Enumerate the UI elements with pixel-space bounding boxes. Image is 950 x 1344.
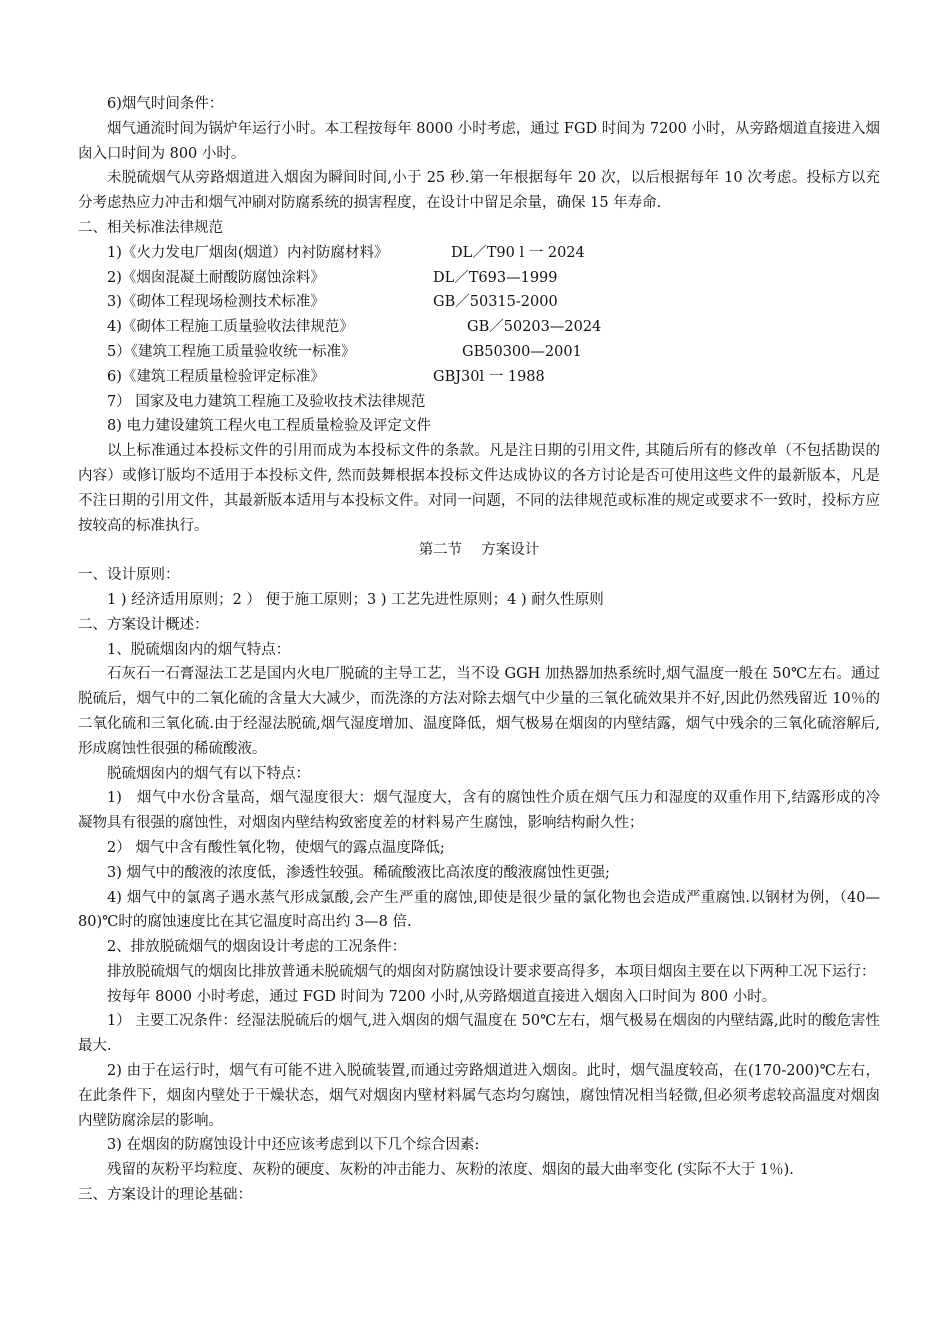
standard-title: 3)《砌体工程现场检测技术标准》 [107,294,325,311]
condition-item-2: 2) 由于在运行时，烟气有可能不进入脱硫装置,而通过旁路烟道进入烟囱。此时，烟气温度较高，在(170-200)℃左右，在此条件下，烟囱内壁处于干燥状态，烟气对烟囱内壁材料属气态均匀腐蚀，腐蚀情况相当轻微,但必须考虑较高温度对烟囱内壁防腐涂层的影响。 [78,1063,880,1129]
paragraph-conditions: 排放脱硫烟气的烟囱比排放普通未脱硫烟气的烟囱对防腐蚀设计要求要高得多，本项目烟囱主要在以下两种工况下运行： [107,963,876,980]
feature-item-4: 4) 烟气中的氯离子遇水蒸气形成氯酸,会产生严重的腐蚀,即使是很少量的氯化物也会造成严重腐蚀.以钢材为例，（40—80)℃时的腐蚀速度比在其它温度时高出约 3—8 倍. [78,889,880,931]
gas-features-intro: 脱硫烟囱内的烟气有以下特点： [107,765,310,782]
paragraph-flow-time: 烟气通流时间为锅炉年运行小时。本工程按每年 8000 小时考虑，通过 FGD 时间为 7200 小时，从旁路烟道直接进入烟囱入口时间为 800 小时。 [78,120,880,162]
standard-code: GB／50203—2024 [467,319,602,336]
paragraph-standards-note: 以上标准通过本投标文件的引用而成为本投标文件的条款。凡是注日期的引用文件, 其随后所有的修改单（不包括勘误的内容）或修订版均不适用于本投标文件, 然而鼓舞根据本投标文件达成协议的各方讨论是否可使用这些文件的最新版本，凡是不注日期的引用文件，其最新版本适用与本投标文件。对同一问题，不同的法律规范或标准的规定或要求不一致时，投标方应按较高的标准执行。 [78,443,880,534]
paragraph-bypass: 未脱硫烟气从旁路烟道进入烟囱为瞬间时间,小于 25 秒.第一年根据每年 20 次，以后根据每年 10 次考虑。投标方以充分考虑热应力冲击和烟气冲刷对防腐系统的损害程度，在设计中留足余量，确保 15 年寿命. [78,170,880,212]
design-principle-heading: 一、设计原则： [78,567,180,584]
theory-heading: 三、方案设计的理论基础： [78,1187,252,1204]
feature-item-2: 2） 烟气中含有酸性氧化物，使烟气的露点温度降低; [107,839,445,856]
standard-item [78,340,880,365]
section-two-title: 第二节 方案设计 [418,542,540,559]
standard-item [78,266,880,291]
feature-item-3: 3) 烟气中的酸液的浓度低，渗透性较强。稀硫酸液比高浓度的酸液腐蚀性更强; [107,864,610,881]
paragraph-process: 石灰石一石膏湿法工艺是国内火电厂脱硫的主导工艺，当不设 GGH 加热器加热系统时,烟气温度一般在 50℃左右。通过脱硫后，烟气中的二氧化硫的含量大大减少，而洗涤的方法对除去烟气中少量的三氧化硫效果并不好,因此仍然残留近 10％的二氧化硫和三氧化硫.由于经湿法脱硫,烟气湿度增加、温度降低，烟气极易在烟囱的内壁结露，烟气中残余的三氧化硫溶解后,形成腐蚀性很强的稀硫酸液。 [78,666,880,757]
standard-item [78,315,880,340]
standard-code: GBJ30l 一 1988 [433,368,545,385]
feature-item-1: 1) 烟气中水份含量高，烟气湿度很大：烟气湿度大，含有的腐蚀性介质在烟气压力和湿度的双重作用下,结露形成的冷凝物具有很强的腐蚀性，对烟囱内壁结构致密度差的材料易产生腐蚀，影响结构耐久性； [78,790,880,832]
subheading-conditions: 2、排放脱硫烟气的烟囱设计考虑的工况条件： [107,939,407,956]
paragraph-factors: 残留的灰粉平均粒度、灰粉的硬度、灰粉的冲击能力、灰粉的浓度、烟囱的最大曲率变化 (实际不大于 1％). [107,1162,794,1179]
section-standards-heading: 二、相关标准法律规范 [78,219,223,236]
condition-item-3: 3) 在烟囱的防腐蚀设计中还应该考虑到以下几个综合因素: [107,1137,480,1154]
standard-item [78,241,880,266]
flue-gas-time-heading: 6)烟气时间条件： [107,96,224,112]
standard-item-8: 8) 电力建设建筑工程火电工程质量检验及评定文件 [107,418,431,435]
standard-title: 5）《建筑工程施工质量验收统一标准》 [107,343,356,360]
standard-title: 6)《建筑工程质量检验评定标准》 [107,368,325,385]
standard-title: 2)《烟囱混凝土耐酸防腐蚀涂料》 [107,269,325,286]
standard-item [78,290,880,315]
standard-title: 1)《火力发电厂烟囱(烟道）内衬防腐材料》 [107,244,389,261]
subheading-gas-features: 1、脱硫烟囱内的烟气特点： [107,641,291,658]
standard-code: GB／50315-2000 [433,294,558,311]
design-overview-heading: 二、方案设计概述： [78,616,209,633]
paragraph-hours: 按每年 8000 小时考虑，通过 FGD 时间为 7200 小时,从旁路烟道直接进入烟囱入口时间为 800 小时。 [107,988,777,1005]
design-principle-list: 1 ) 经济适用原则；2 ） 便于施工原则；3 ) 工艺先进性原则；4 ) 耐久性原则 [107,591,604,608]
standard-code: DL／T693—1999 [433,269,558,286]
standard-item-7: 7） 国家及电力建筑工程施工及验收技术法律规范 [107,393,426,410]
standard-code: DL／T90 l 一 2024 [451,244,585,261]
standard-title: 4)《砌体工程施工质量验收法律规范》 [107,319,354,336]
standard-item [78,365,880,390]
standard-code: GB50300—2001 [462,343,582,360]
condition-item-1: 1） 主要工况条件：经湿法脱硫后的烟气,进入烟囱的烟气温度在 50℃左右，烟气极易在烟囱的内壁结露,此时的酸危害性最大. [78,1013,880,1055]
